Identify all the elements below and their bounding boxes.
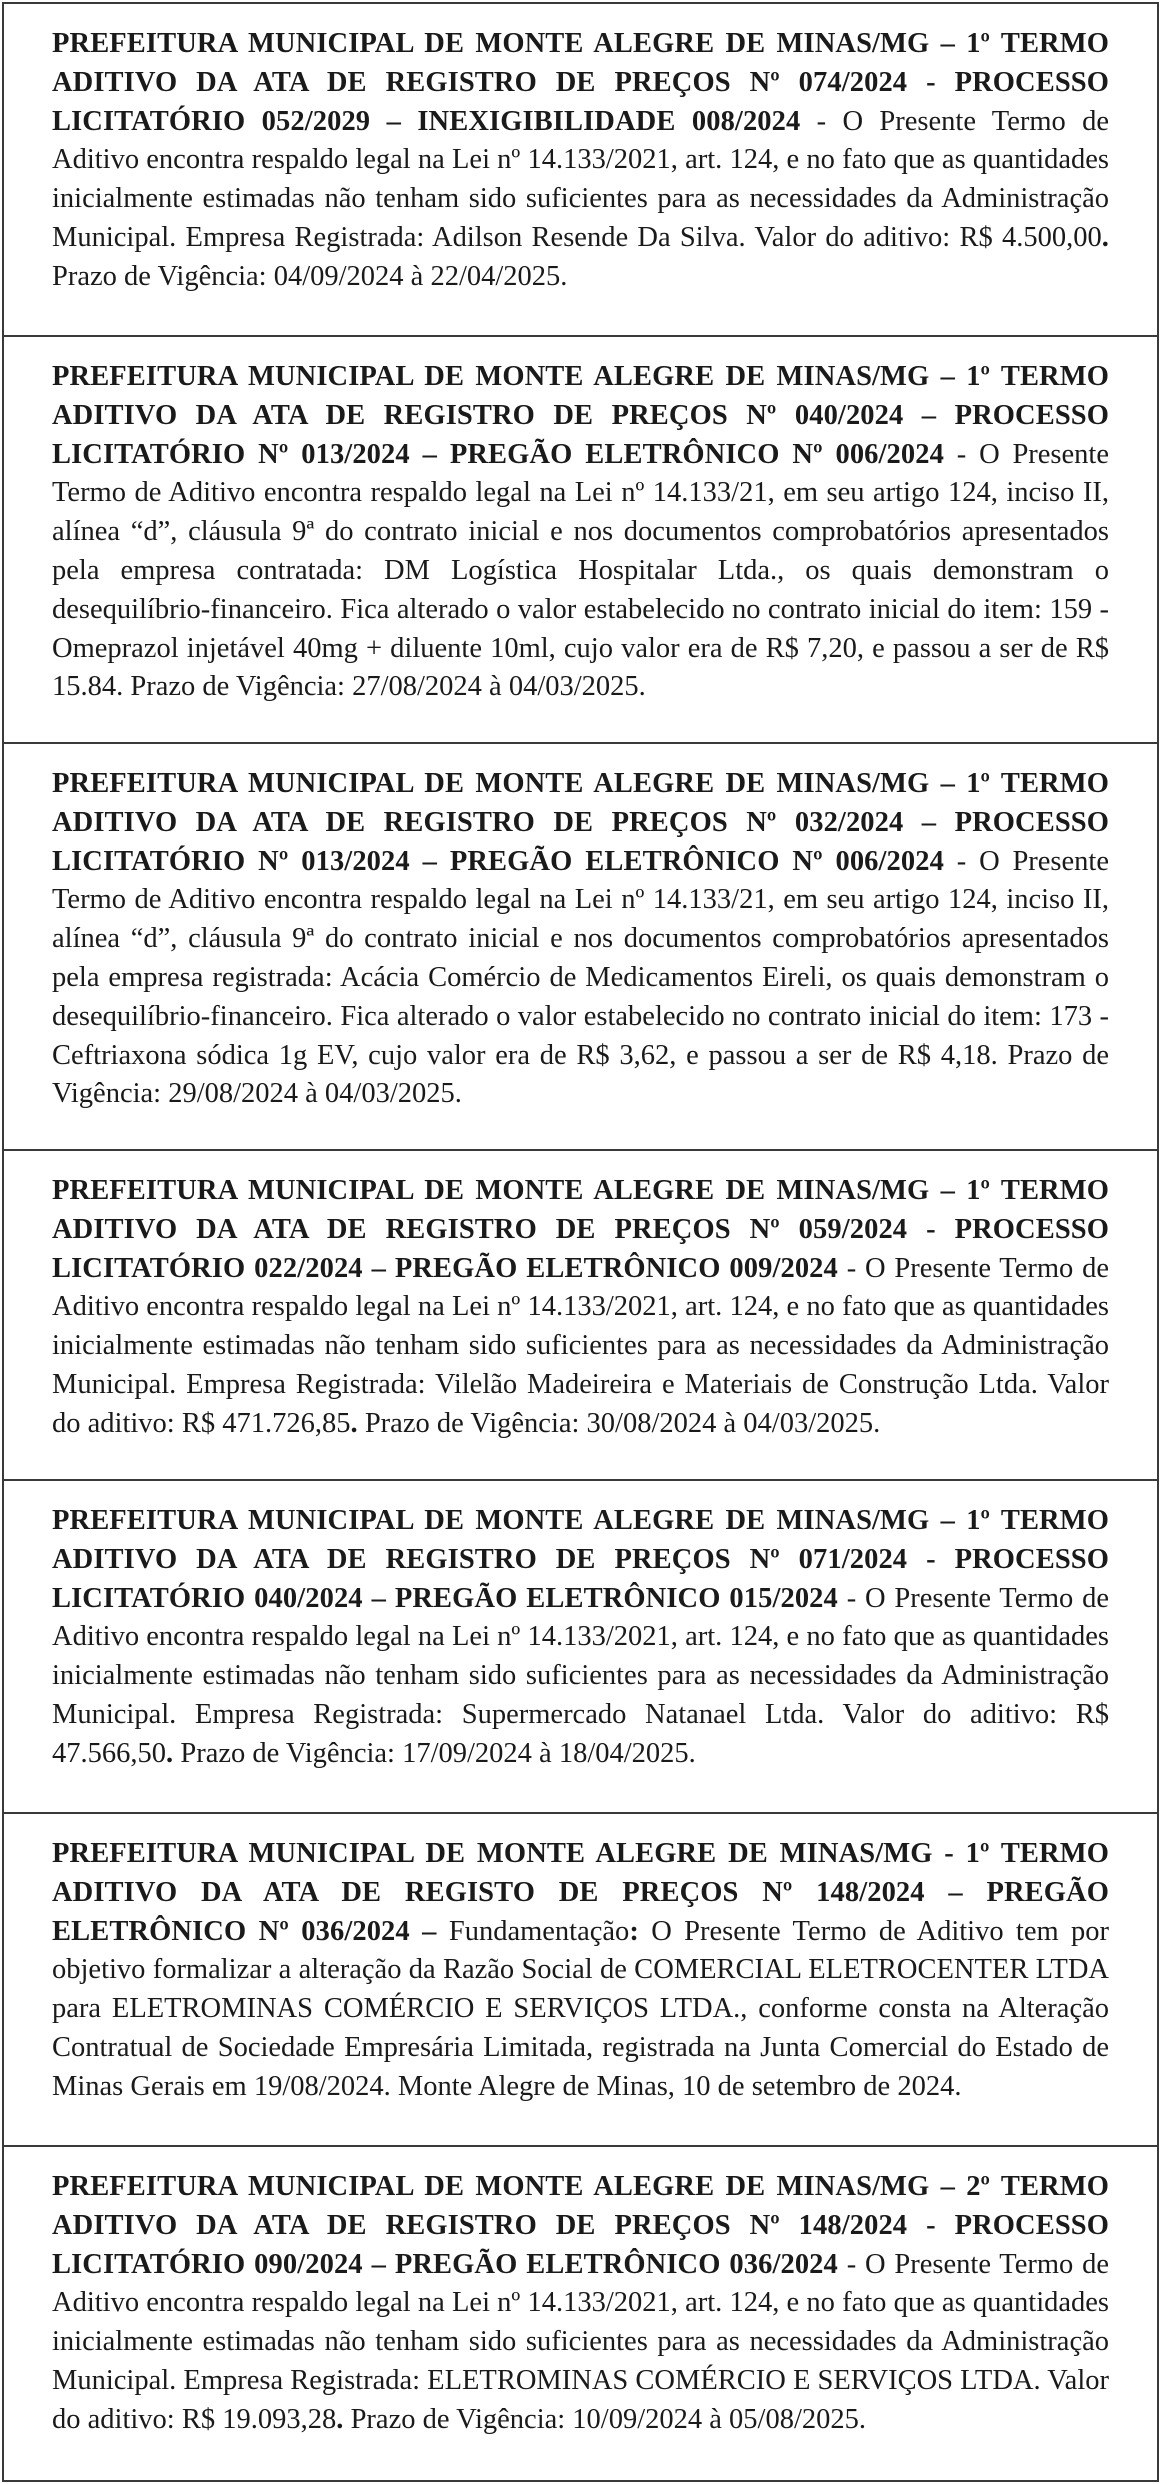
notice-heading: PREFEITURA MUNICIPAL DE MONTE ALEGRE DE MINAS/MG – 1º TERMO ADITIVO DA ATA DE REGISTRO DE PREÇOS Nº 032/2024 – PROCESSO LICITATÓRIO Nº 013/2024 – PREGÃO ELETRÔNICO Nº 006/2024 (52, 768, 1109, 877)
notice-bold-dot: . (1101, 221, 1109, 253)
notice-2 (4, 337, 1157, 744)
notice-tail: Prazo de Vigência: 10/09/2024 à 05/08/2025. (343, 2403, 866, 2435)
notice-body: - O Presente Termo de Aditivo encontra respaldo legal na Lei nº 14.133/2021, art. 124, e no fato que as quantidades inicialmente estimadas não tenham sido suficientes para as necessidades da Administração Municipal. Empresa Registrada: ELETROMINAS COMÉRCIO E SERVIÇOS LTDA. Valor do aditivo: R$ 19.093,28 (52, 2248, 1109, 2435)
notice-heading: PREFEITURA MUNICIPAL DE MONTE ALEGRE DE MINAS/MG - 1º TERMO ADITIVO DA ATA DE REGISTO DE PREÇOS Nº 148/2024 – PREGÃO ELETRÔNICO Nº 036/2024 – (52, 1838, 1109, 1947)
notice-heading: PREFEITURA MUNICIPAL DE MONTE ALEGRE DE MINAS/MG – 1º TERMO ADITIVO DA ATA DE REGISTRO DE PREÇOS Nº 071/2024 - PROCESSO LICITATÓRIO 040/2024 – PREGÃO ELETRÔNICO 015/2024 (52, 1505, 1109, 1614)
notice-tail: O Presente Termo de Aditivo tem por objetivo formalizar a alteração da Razão Social de COMERCIAL ELETROCENTER LTDA para ELETROMINAS COMÉRCIO E SERVIÇOS LTDA., conforme consta na Alteração Contratual de Sociedade Empresária Limitada, registrada na Junta Comercial do Estado de Minas Gerais em 19/08/2024. Monte Alegre de Minas, 10 de setembro de 2024. (52, 1915, 1109, 2102)
notice-body: - O Presente Termo de Aditivo encontra respaldo legal na Lei nº 14.133/21, em seu artigo 124, inciso II, alínea “d”, cláusula 9ª do contrato inicial e nos documentos comprobatórios apresentados pela empresa registrada: Acácia Comércio de Medicamentos Eireli, os quais demonstram o desequilíbrio-financeiro. Fica alterado o valor estabelecido no contrato inicial do item: 173 - Ceftriaxona sódica 1g EV, cujo valor era de R$ 3,62, e passou a ser de R$ 4,18. Prazo de Vigência: 29/08/2024 à 04/03/2025. (52, 845, 1109, 1110)
notice-heading: PREFEITURA MUNICIPAL DE MONTE ALEGRE DE MINAS/MG – 1º TERMO ADITIVO DA ATA DE REGISTRO DE PREÇOS Nº 040/2024 – PROCESSO LICITATÓRIO Nº 013/2024 – PREGÃO ELETRÔNICO Nº 006/2024 (52, 361, 1109, 470)
notice-1 (4, 4, 1157, 337)
notice-bold-dot: : (629, 1915, 639, 1947)
notice-body: - O Presente Termo de Aditivo encontra respaldo legal na Lei nº 14.133/21, em seu artigo 124, inciso II, alínea “d”, cláusula 9ª do contrato inicial e nos documentos comprobatórios apresentados pela empresa contratada: DM Logística Hospitalar Ltda., os quais demonstram o desequilíbrio-financeiro. Fica alterado o valor estabelecido no contrato inicial do item: 159 - Omeprazol injetável 40mg + diluente 10ml, cujo valor era de R$ 7,20, e passou a ser de R$ 15.84. Prazo de Vigência: 27/08/2024 à 04/03/2025. (52, 438, 1109, 703)
notice-heading: PREFEITURA MUNICIPAL DE MONTE ALEGRE DE MINAS/MG – 1º TERMO ADITIVO DA ATA DE REGISTRO DE PREÇOS Nº 059/2024 - PROCESSO LICITATÓRIO 022/2024 – PREGÃO ELETRÔNICO 009/2024 (52, 1175, 1109, 1284)
notice-bold-dot: . (336, 2403, 344, 2435)
notice-body: Fundamentação (436, 1915, 630, 1947)
notice-heading: PREFEITURA MUNICIPAL DE MONTE ALEGRE DE MINAS/MG – 2º TERMO ADITIVO DA ATA DE REGISTRO DE PREÇOS Nº 148/2024 - PROCESSO LICITATÓRIO 090/2024 – PREGÃO ELETRÔNICO 036/2024 (52, 2171, 1109, 2280)
notice-5 (4, 1481, 1157, 1814)
notice-tail: Prazo de Vigência: 04/09/2024 à 22/04/2025. (52, 260, 568, 292)
notices-page (2, 2, 1159, 2482)
notice-4 (4, 1151, 1157, 1481)
notice-tail: Prazo de Vigência: 30/08/2024 à 04/03/2025. (357, 1407, 881, 1439)
notice-6 (4, 1814, 1157, 2147)
notice-7 (4, 2147, 1157, 2480)
notice-bold-dot: . (350, 1407, 358, 1439)
notice-body: - O Presente Termo de Aditivo encontra respaldo legal na Lei nº 14.133/2021, art. 124, e no fato que as quantidades inicialmente estimadas não tenham sido suficientes para as necessidades da Administração Municipal. Empresa Registrada: Vilelão Madeireira e Materiais de Construção Ltda. Valor do aditivo: R$ 471.726,85 (52, 1252, 1109, 1439)
notice-body: - O Presente Termo de Aditivo encontra respaldo legal na Lei nº 14.133/2021, art. 124, e no fato que as quantidades inicialmente estimadas não tenham sido suficientes para as necessidades da Administração Municipal. Empresa Registrada: Adilson Resende Da Silva. Valor do aditivo: R$ 4.500,00 (52, 105, 1109, 253)
notice-3 (4, 744, 1157, 1151)
notice-heading: PREFEITURA MUNICIPAL DE MONTE ALEGRE DE MINAS/MG – 1º TERMO ADITIVO DA ATA DE REGISTRO DE PREÇOS Nº 074/2024 - PROCESSO LICITATÓRIO 052/2029 – INEXIGIBILIDADE 008/2024 (52, 28, 1109, 137)
notice-body: - O Presente Termo de Aditivo encontra respaldo legal na Lei nº 14.133/2021, art. 124, e no fato que as quantidades inicialmente estimadas não tenham sido suficientes para as necessidades da Administração Municipal. Empresa Registrada: Supermercado Natanael Ltda. Valor do aditivo: R$ 47.566,50 (52, 1582, 1109, 1769)
notice-tail: Prazo de Vigência: 17/09/2024 à 18/04/2025. (173, 1737, 696, 1769)
notice-bold-dot: . (166, 1737, 174, 1769)
